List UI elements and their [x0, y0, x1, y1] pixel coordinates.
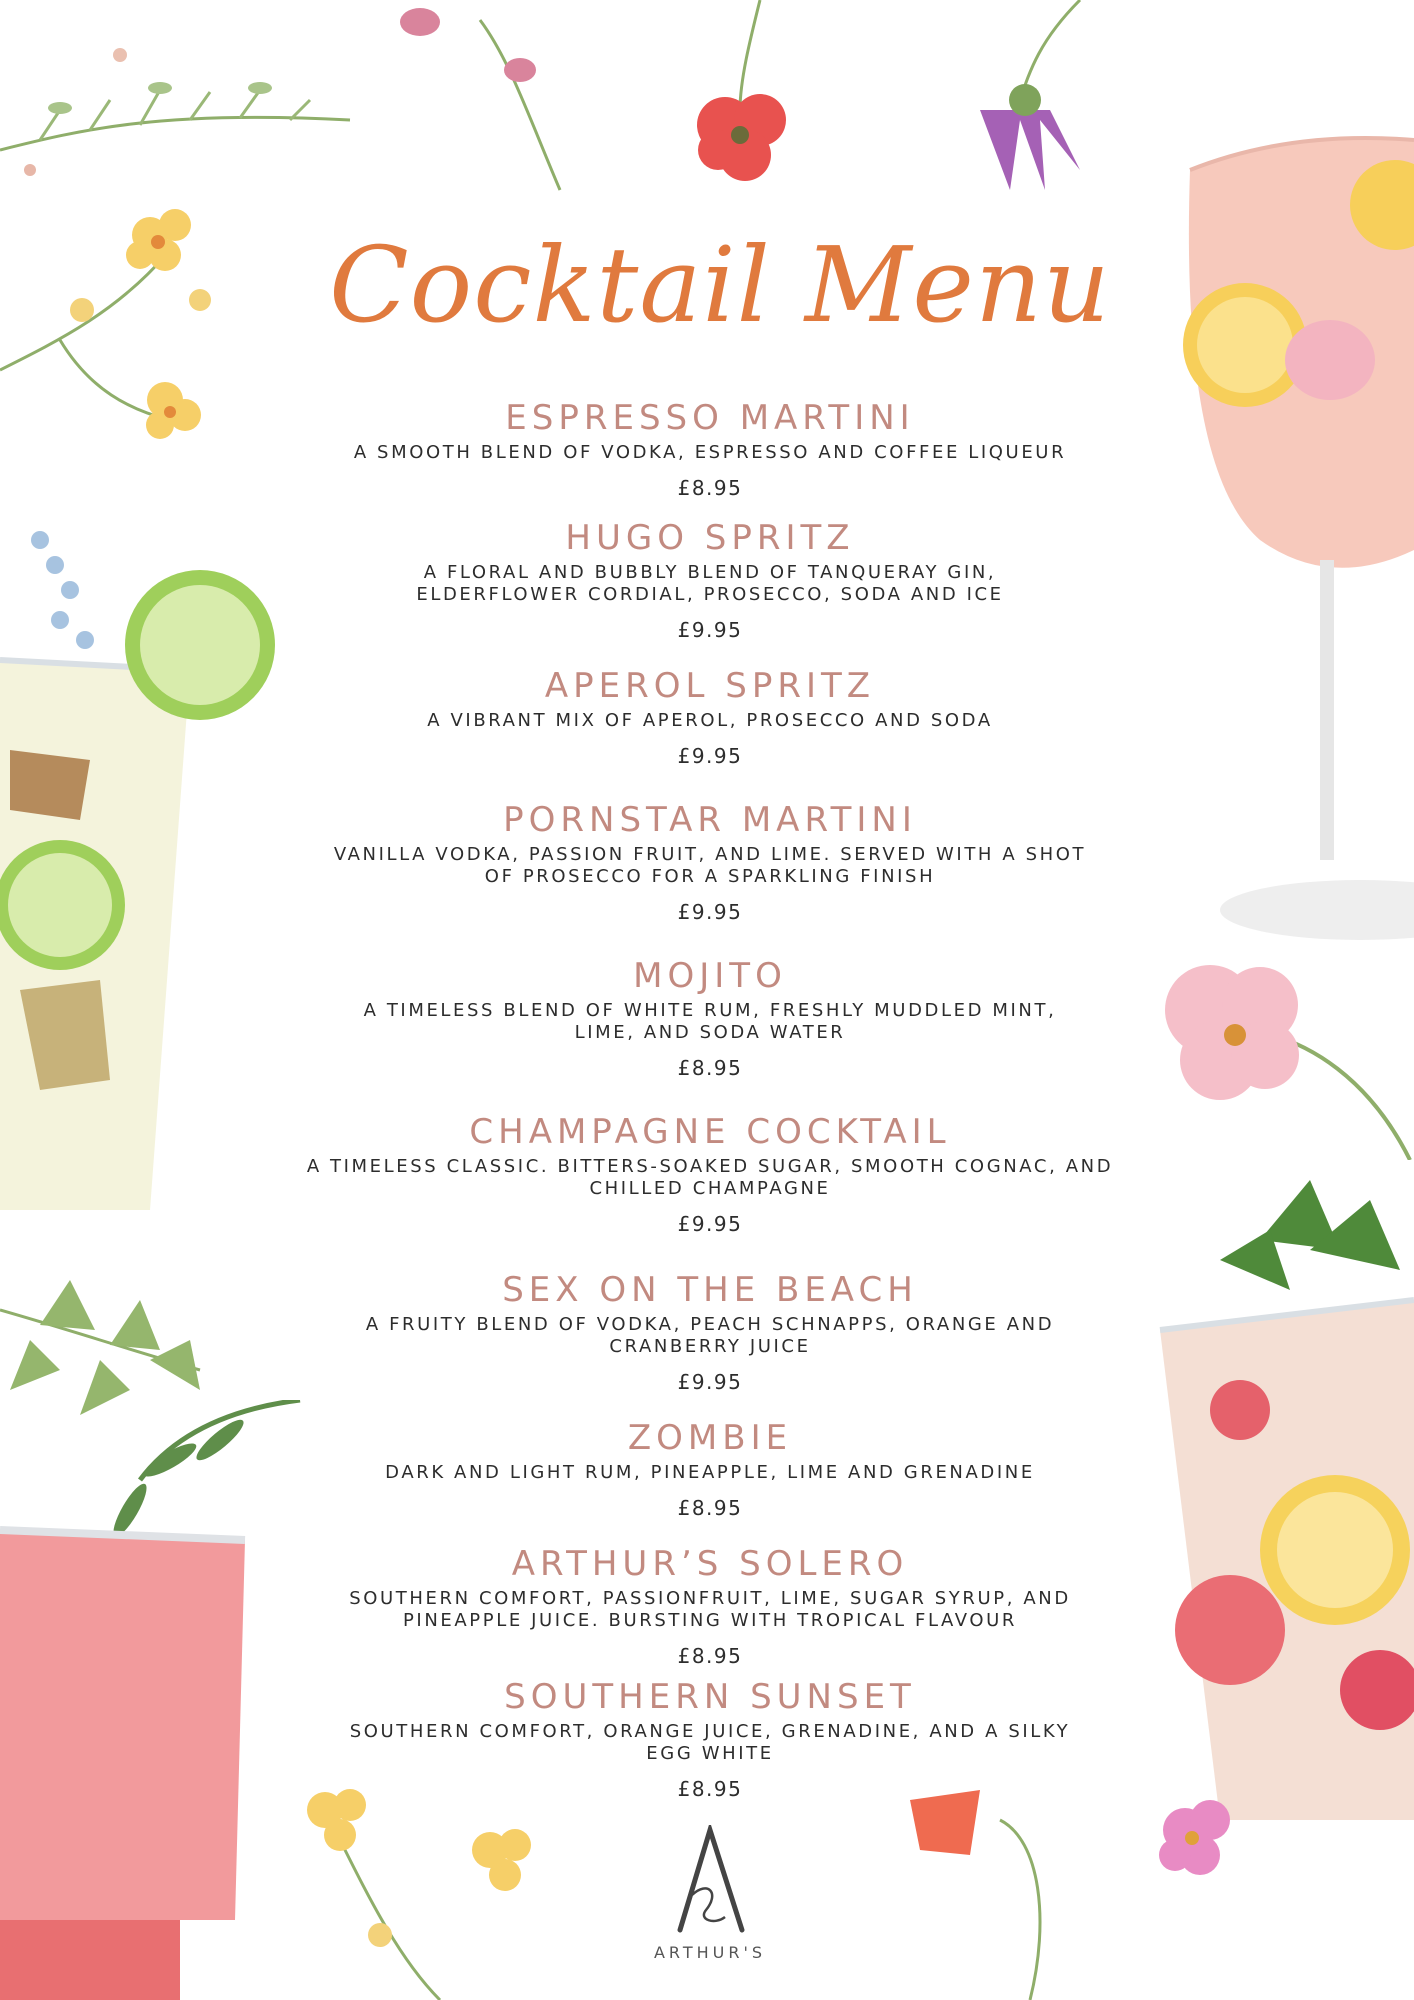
cocktail-name: HUGO SPRITZ — [565, 518, 855, 558]
menu-item — [260, 1112, 1160, 1236]
cocktail-description — [260, 1156, 1160, 1200]
cocktail-price: £9.95 — [677, 900, 743, 924]
cocktail-name: CHAMPAGNE COCKTAIL — [469, 1112, 951, 1152]
description-line: CHILLED CHAMPAGNE — [589, 1178, 831, 1199]
mojito-glass-decoration — [0, 520, 290, 1220]
description-line: A FLORAL AND BUBBLY BLEND OF TANQUERAY GIN, — [423, 562, 997, 583]
cocktail-description — [260, 1000, 1160, 1044]
description-line: EGG WHITE — [646, 1743, 774, 1764]
description-line: A TIMELESS BLEND OF WHITE RUM, FRESHLY MUDDLED MINT, — [363, 1000, 1057, 1021]
cocktail-price: £9.95 — [677, 1370, 743, 1394]
description-line: A FRUITY BLEND OF VODKA, PEACH SCHNAPPS, ORANGE AND — [365, 1314, 1055, 1335]
description-line: LIME, AND SODA WATER — [574, 1022, 846, 1043]
cocktail-price: £9.95 — [677, 744, 743, 768]
cocktail-description — [260, 844, 1160, 888]
cocktail-name: PORNSTAR MARTINI — [503, 800, 917, 840]
cocktail-price: £8.95 — [677, 1777, 743, 1801]
logo-wordmark: ARTHUR'S — [653, 1943, 767, 1962]
cocktail-name: ZOMBIE — [627, 1418, 793, 1458]
description-line: SOUTHERN COMFORT, PASSIONFRUIT, LIME, SUGAR SYRUP, AND — [349, 1588, 1071, 1609]
description-line: VANILLA VODKA, PASSION FRUIT, AND LIME. SERVED WITH A SHOT — [333, 844, 1087, 865]
cocktail-name: MOJITO — [633, 956, 787, 996]
menu-item — [260, 800, 1160, 924]
description-line: ELDERFLOWER CORDIAL, PROSECCO, SODA AND ICE — [416, 584, 1004, 605]
berry-cocktail-glass-decoration — [1150, 1180, 1414, 1840]
menu-item — [260, 1544, 1160, 1668]
description-line: SOUTHERN COMFORT, ORANGE JUICE, GRENADINE, AND A SILKY — [349, 1721, 1071, 1742]
description-line: PINEAPPLE JUICE. BURSTING WITH TROPICAL FLAVOUR — [402, 1610, 1018, 1631]
cocktail-name: APEROL SPRITZ — [544, 666, 876, 706]
description-line: A TIMELESS CLASSIC. BITTERS-SOAKED SUGAR, SMOOTH COGNAC, AND — [306, 1156, 1114, 1177]
cocktail-description — [260, 1588, 1160, 1632]
cocktail-price: £8.95 — [677, 1496, 743, 1520]
menu-item — [260, 1677, 1160, 1801]
cocktail-price: £8.95 — [677, 1644, 743, 1668]
cocktail-description: A SMOOTH BLEND OF VODKA, ESPRESSO AND COFFEE LIQUEUR — [353, 442, 1067, 463]
pink-gin-glass-decoration — [1170, 110, 1414, 950]
cocktail-description — [260, 1314, 1160, 1358]
logo-monogram — [670, 1825, 750, 1935]
top-left-herb-sprig-decoration — [0, 30, 360, 180]
cocktail-name: ARTHUR’S SOLERO — [511, 1544, 909, 1584]
menu-item — [260, 398, 1160, 500]
menu-item — [260, 1270, 1160, 1394]
cocktail-price: £9.95 — [677, 618, 743, 642]
cocktail-price: £9.95 — [677, 1212, 743, 1236]
description-line: CRANBERRY JUICE — [609, 1336, 811, 1357]
menu-item — [260, 518, 1160, 642]
cocktail-name: SOUTHERN SUNSET — [504, 1677, 916, 1717]
yellow-flowers-left-decoration — [0, 190, 220, 450]
top-flowers-decoration — [380, 0, 1100, 200]
pink-poppy-right-decoration — [1140, 930, 1414, 1160]
cocktail-description — [260, 1721, 1160, 1765]
cocktail-name: ESPRESSO MARTINI — [505, 398, 915, 438]
menu-item — [260, 666, 1160, 768]
menu-item — [260, 956, 1160, 1080]
cocktail-name: SEX ON THE BEACH — [502, 1270, 918, 1310]
cocktail-price: £8.95 — [677, 1056, 743, 1080]
arthurs-logo — [640, 1825, 780, 1962]
description-line: OF PROSECCO FOR A SPARKLING FINISH — [484, 866, 936, 887]
menu-title: Cocktail Menu — [329, 224, 1111, 346]
cocktail-description: A VIBRANT MIX OF APEROL, PROSECCO AND SODA — [427, 710, 993, 731]
menu-item — [260, 1418, 1160, 1520]
cocktail-description: DARK AND LIGHT RUM, PINEAPPLE, LIME AND GRENADINE — [385, 1462, 1035, 1483]
cocktail-price: £8.95 — [677, 476, 743, 500]
cocktail-description — [260, 562, 1160, 606]
